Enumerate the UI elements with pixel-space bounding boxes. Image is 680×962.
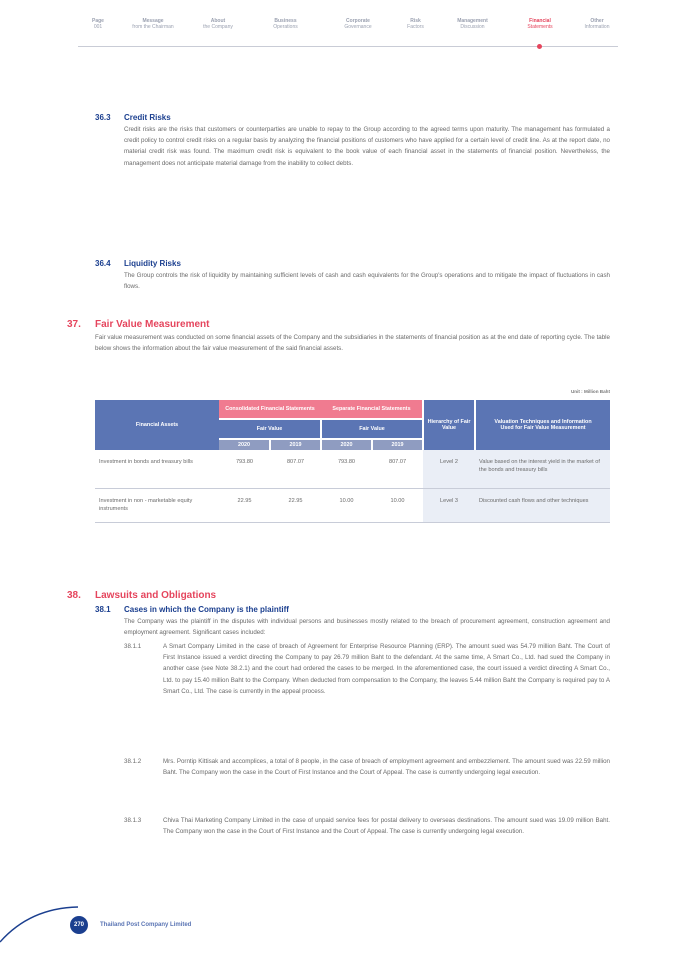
cell-value: 807.07 xyxy=(372,450,423,488)
credit-risks-paragraph: Credit risks are the risks that customers or counterparties are unable to repay to the Group according to the agreed terms upon maturity. The management has formulated a credit policy to control credit risks on a regular basis by analyzing the financial positions of customers who have applied for a certain level of credit line. As at the report date, no material credit risk was found. The maximum credit risk is equivalent to the book value of each financial asset in the statements of financial position. Nevertheless, the management does not anticipate material damage from the inability to collect debts. xyxy=(124,126,610,167)
footer-company-name: Thailand Post Company Limited xyxy=(100,922,192,928)
nav-item-sublabel: from the Chairman xyxy=(132,24,174,30)
nav-item-label: Page xyxy=(92,18,104,24)
section-number: 38.1 xyxy=(95,605,111,614)
section-number: 36.4 xyxy=(95,259,111,268)
nav-item-label: Business xyxy=(274,18,297,24)
header-hierarchy: Hierarchy of Fair Value xyxy=(423,400,475,450)
header-valuation-technique: Valuation Techniques and Information Used for Fair Value Measurement xyxy=(475,400,610,450)
nav-active-indicator xyxy=(537,44,542,49)
fair-value-table xyxy=(95,400,610,523)
header-year: 2019 xyxy=(372,439,423,450)
cell-value: 793.80 xyxy=(219,450,270,488)
nav-item-business[interactable] xyxy=(253,18,318,30)
nav-item-label: Other xyxy=(590,18,604,24)
cell-value: 22.95 xyxy=(219,488,270,522)
heading-number: 38. xyxy=(67,590,81,601)
nav-item-sublabel: the Company xyxy=(203,24,233,30)
cell-technique: Value based on the interest yield in the market of the bonds and treasury bills xyxy=(475,450,610,488)
nav-item-label: Management xyxy=(457,18,488,24)
cell-level: Level 3 xyxy=(423,488,475,522)
header-year: 2020 xyxy=(219,439,270,450)
header-consolidated: Consolidated Financial Statements xyxy=(219,400,321,419)
table-unit-label: Unit : Million Baht xyxy=(570,389,610,394)
nav-item-sublabel: Statements xyxy=(527,24,553,30)
header-fair-value: Fair Value xyxy=(321,419,423,439)
header-financial-assets: Financial Assets xyxy=(95,400,219,450)
nav-item-sublabel: Discussion xyxy=(460,24,485,30)
cell-asset: Investment in non - marketable equity instruments xyxy=(95,488,219,522)
nav-item-sublabel: Operations xyxy=(273,24,298,30)
cell-value: 10.00 xyxy=(321,488,372,522)
fair-value-paragraph: Fair value measurement was conducted on some financial assets of the Company and the subsidiaries in the statements of financial position as at the end date of reporting cycle. The table below shows the information about the fair value measurement of the said financial assets. xyxy=(95,334,610,353)
liquidity-risks-paragraph: The Group controls the risk of liquidity by maintaining sufficient levels of cash and cash equivalents for the Group's operations and to mitigate the impact of fluctuations in cash flows. xyxy=(124,272,610,291)
cell-technique: Discounted cash flows and other techniques xyxy=(475,488,610,522)
heading-number: 37. xyxy=(67,319,81,330)
header-year: 2020 xyxy=(321,439,372,450)
nav-item-page[interactable] xyxy=(78,18,118,30)
header-year: 2019 xyxy=(270,439,321,450)
nav-item-management[interactable] xyxy=(440,18,505,30)
cell-value: 793.80 xyxy=(321,450,372,488)
section-title-credit-risks: Credit Risks xyxy=(124,113,171,122)
heading-lawsuits: Lawsuits and Obligations xyxy=(95,590,217,601)
section-number: 36.3 xyxy=(95,113,111,122)
nav-item-sublabel: 001 xyxy=(93,24,103,30)
case-paragraph: A Smart Company Limited in the case of breach of Agreement for Enterprise Resource Planning (ERP). The amount sued was 54.79 million Baht. The Court of First Instance issued a verdict directing the Company to pay 26.79 million Baht to the defendant. At the same time, A Smart Co., Ltd. had sued the Company in another case (see Note 38.2.1) and the court had ordered the cases to be merged. In the aforementioned case, the court issued a verdict directing A Smart Co., Ltd. to pay 15.40 million Baht to the Company. When deducted from compensation to the Company, the leaves 5.44 million Baht the Company is required pay to A Smart Co., Ltd. The case is currently in the appeal process. xyxy=(163,643,610,695)
case-number: 38.1.1 xyxy=(124,643,142,650)
nav-item-governance[interactable] xyxy=(323,18,393,30)
nav-item-sublabel: Governance xyxy=(344,24,372,30)
nav-item-label: About xyxy=(210,18,226,24)
nav-item-sublabel: Factors xyxy=(407,24,424,30)
cell-level: Level 2 xyxy=(423,450,475,488)
cell-value: 807.07 xyxy=(270,450,321,488)
nav-item-about[interactable] xyxy=(188,18,248,30)
table-row xyxy=(95,450,610,488)
nav-item-risk[interactable] xyxy=(398,18,433,30)
cell-value: 10.00 xyxy=(372,488,423,522)
table-row xyxy=(95,488,610,522)
nav-item-label: Financial xyxy=(529,18,551,24)
case-number: 38.1.3 xyxy=(124,817,142,824)
nav-item-label: Message xyxy=(142,18,164,24)
nav-item-label: Corporate xyxy=(346,18,370,24)
case-paragraph: Chiva Thai Marketing Company Limited in the case of unpaid service fees for postal delivery to overseas destinations. The amount sued was 19.09 million Baht. The Company won the case in the Court of First Instance and the Court of Appeal. The case is currently undergoing legal execution. xyxy=(163,817,610,836)
header-fair-value: Fair Value xyxy=(219,419,321,439)
page-number: 270 xyxy=(70,916,88,934)
nav-item-label: Risk xyxy=(410,18,421,24)
plaintiff-intro-paragraph: The Company was the plaintiff in the disputes with individual persons and businesses mostly related to the breach of procurement agreement, construction agreement and employment agreement. Significant cases included: xyxy=(124,618,610,637)
cell-asset: Investment in bonds and treasury bills xyxy=(95,450,219,488)
case-paragraph: Mrs. Porntip Kittisak and accomplices, a total of 8 people, in the case of breach of employment agreement and embezzlement. The amount sued was 22.59 million Baht. The Company won the case in the Court of First Instance and the Court of Appeal. The case is currently undergoing legal execution. xyxy=(163,758,610,777)
header-separate: Separate Financial Statements xyxy=(321,400,423,419)
nav-item-sublabel: Information xyxy=(584,24,610,30)
section-title-plaintiff-cases: Cases in which the Company is the plaintiff xyxy=(124,605,289,614)
section-title-liquidity-risks: Liquidity Risks xyxy=(124,259,181,268)
heading-fair-value-measurement: Fair Value Measurement xyxy=(95,319,210,330)
nav-item-financial[interactable] xyxy=(510,18,570,30)
cell-value: 22.95 xyxy=(270,488,321,522)
case-number: 38.1.2 xyxy=(124,758,142,765)
top-navigation xyxy=(78,18,618,48)
nav-item-message[interactable] xyxy=(123,18,183,30)
nav-item-other[interactable] xyxy=(576,18,618,30)
